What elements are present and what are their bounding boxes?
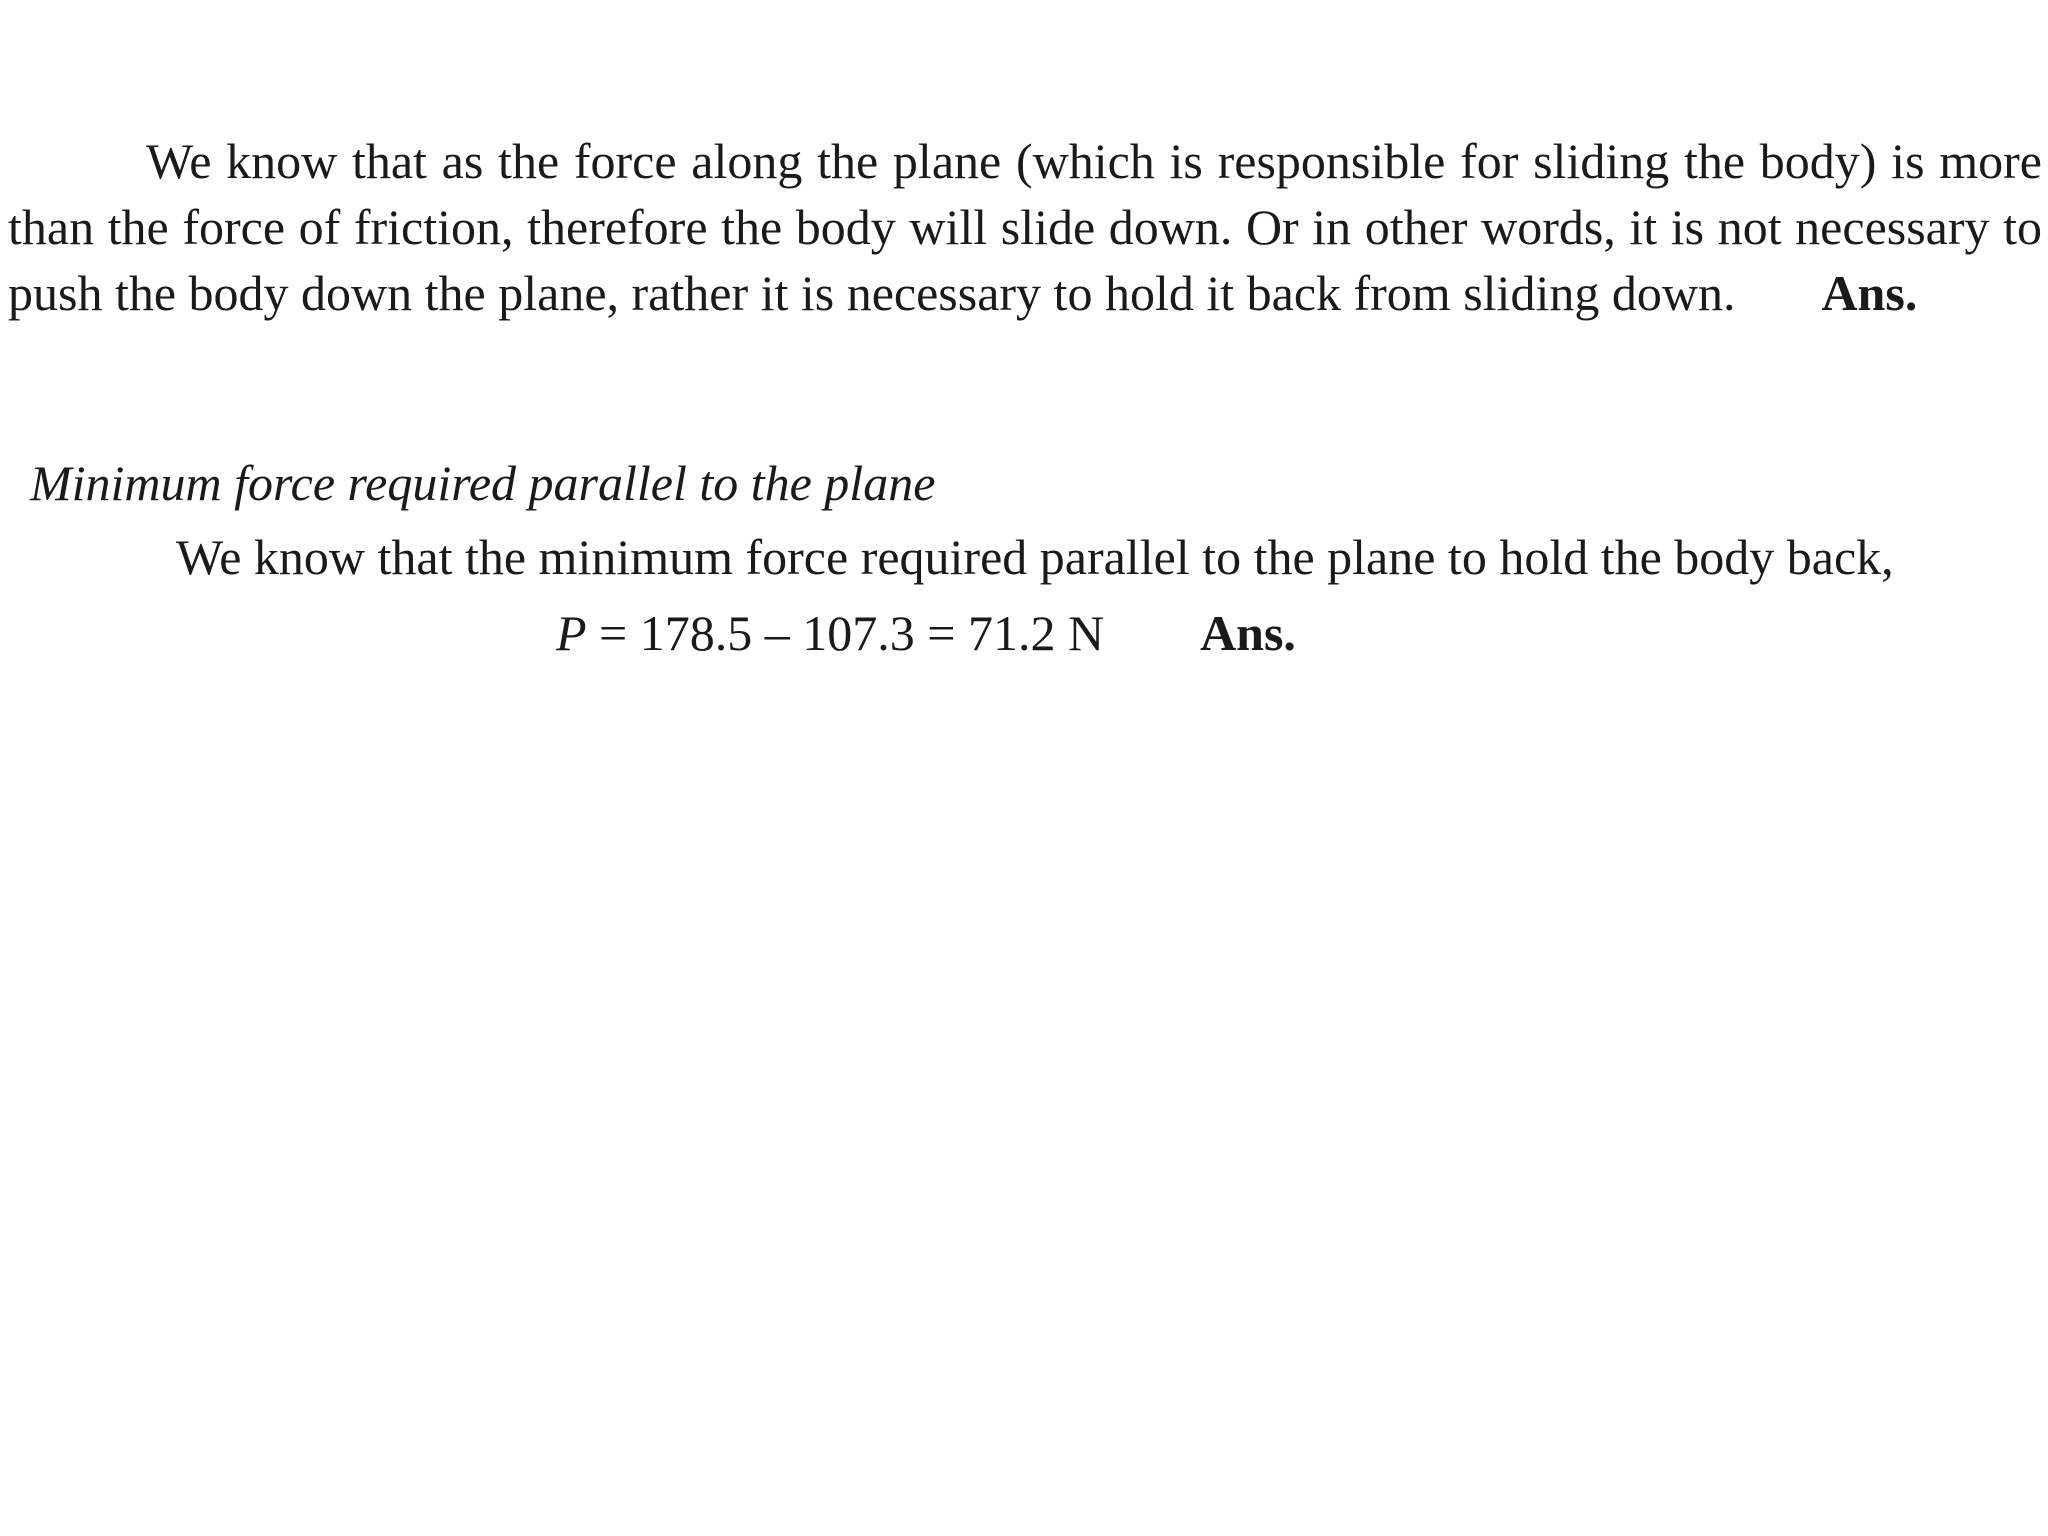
- section-heading: Minimum force required parallel to the plane: [30, 455, 936, 511]
- paragraph-line-3-text: push the body down the plane, rather it is necessary to hold it back from sliding down.: [8, 265, 1736, 321]
- explanation-paragraph: [8, 128, 2042, 326]
- force-equation: [556, 600, 1296, 666]
- paragraph-line-2: than the force of friction, therefore the body will slide down. Or in other words, it is not necessary to: [8, 199, 2042, 255]
- paragraph-line-1: We know that as the force along the plane (which is responsible for sliding the body) is more: [146, 133, 2042, 189]
- section-statement: We know that the minimum force required parallel to the plane to hold the body back,: [176, 529, 1894, 585]
- paragraph-line-3: [8, 260, 2042, 326]
- equation-variable: P: [556, 605, 587, 661]
- answer-label: Ans.: [1821, 265, 1918, 321]
- equation-answer-label: Ans.: [1200, 605, 1296, 661]
- equation-expression: = 178.5 – 107.3 = 71.2 N: [586, 605, 1105, 661]
